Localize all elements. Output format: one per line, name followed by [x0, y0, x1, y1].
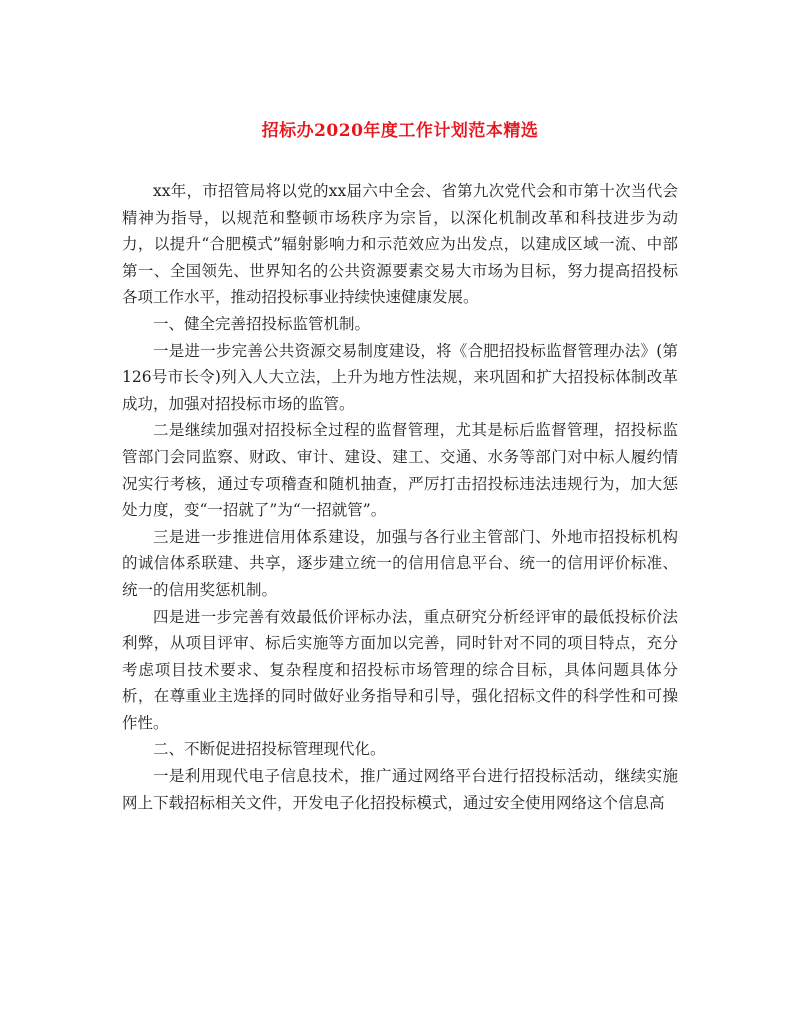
paragraph-1-1: 一是进一步完善公共资源交易制度建设，将《合肥招投标监督管理办法》(第126号市长令)列入人大立法，上升为地方性法规，来巩固和扩大招投标体制改革成功，加强对招投标市场的监管。: [122, 341, 678, 413]
paragraph-2-1: 一是利用现代电子信息技术，推广通过网络平台进行招投标活动，继续实施网上下载招标相关文件，开发电子化招投标模式，通过安全使用网络这个信息高: [122, 767, 678, 812]
paragraph-1-3: 三是进一步推进信用体系建设，加强与各行业主管部门、外地市招投标机构的诚信体系联建、共享，逐步建立统一的信用信息平台、统一的信用评价标准、统一的信用奖惩机制。: [122, 527, 678, 599]
section-heading-1: 一、健全完善招投标监管机制。: [153, 314, 371, 333]
paragraph-1-4: 四是进一步完善有效最低价评标办法，重点研究分析经评审的最低投标价法利弊，从项目评审、标后实施等方面加以完善，同时针对不同的项目特点，充分考虑项目技术要求、复杂程度和招投标市场管理的综合目标，具体问题具体分析，在尊重业主选择的同时做好业务指导和引导，强化招标文件的科学性和可操作性。: [122, 607, 678, 732]
paragraph-intro: xx年，市招管局将以党的xx届六中全会、省第九次党代会和市第十次当代会精神为指导，以规范和整顿市场秩序为宗旨，以深化机制改革和科技进步为动力，以提升“合肥模式”辐射影响力和示范效应为出发点，以建成区域一流、中部第一、全国领先、世界知名的公共资源要素交易大市场为目标，努力提高招投标各项工作水平，推动招投标事业持续快速健康发展。: [122, 182, 678, 307]
paragraph-1-2: 二是继续加强对招投标全过程的监督管理，尤其是标后监督管理，招投标监管部门会同监察、财政、审计、建设、建工、交通、水务等部门对中标人履约情况实行考核，通过专项稽查和随机抽查，严厉打击招投标违法违规行为，加大惩处力度，变“一招就了”为“一招就管”。: [122, 421, 678, 520]
section-heading-2: 二、不断促进招投标管理现代化。: [153, 740, 386, 759]
document-title: 招标办2020年度工作计划范本精选: [261, 121, 539, 141]
document-body: [122, 178, 678, 816]
